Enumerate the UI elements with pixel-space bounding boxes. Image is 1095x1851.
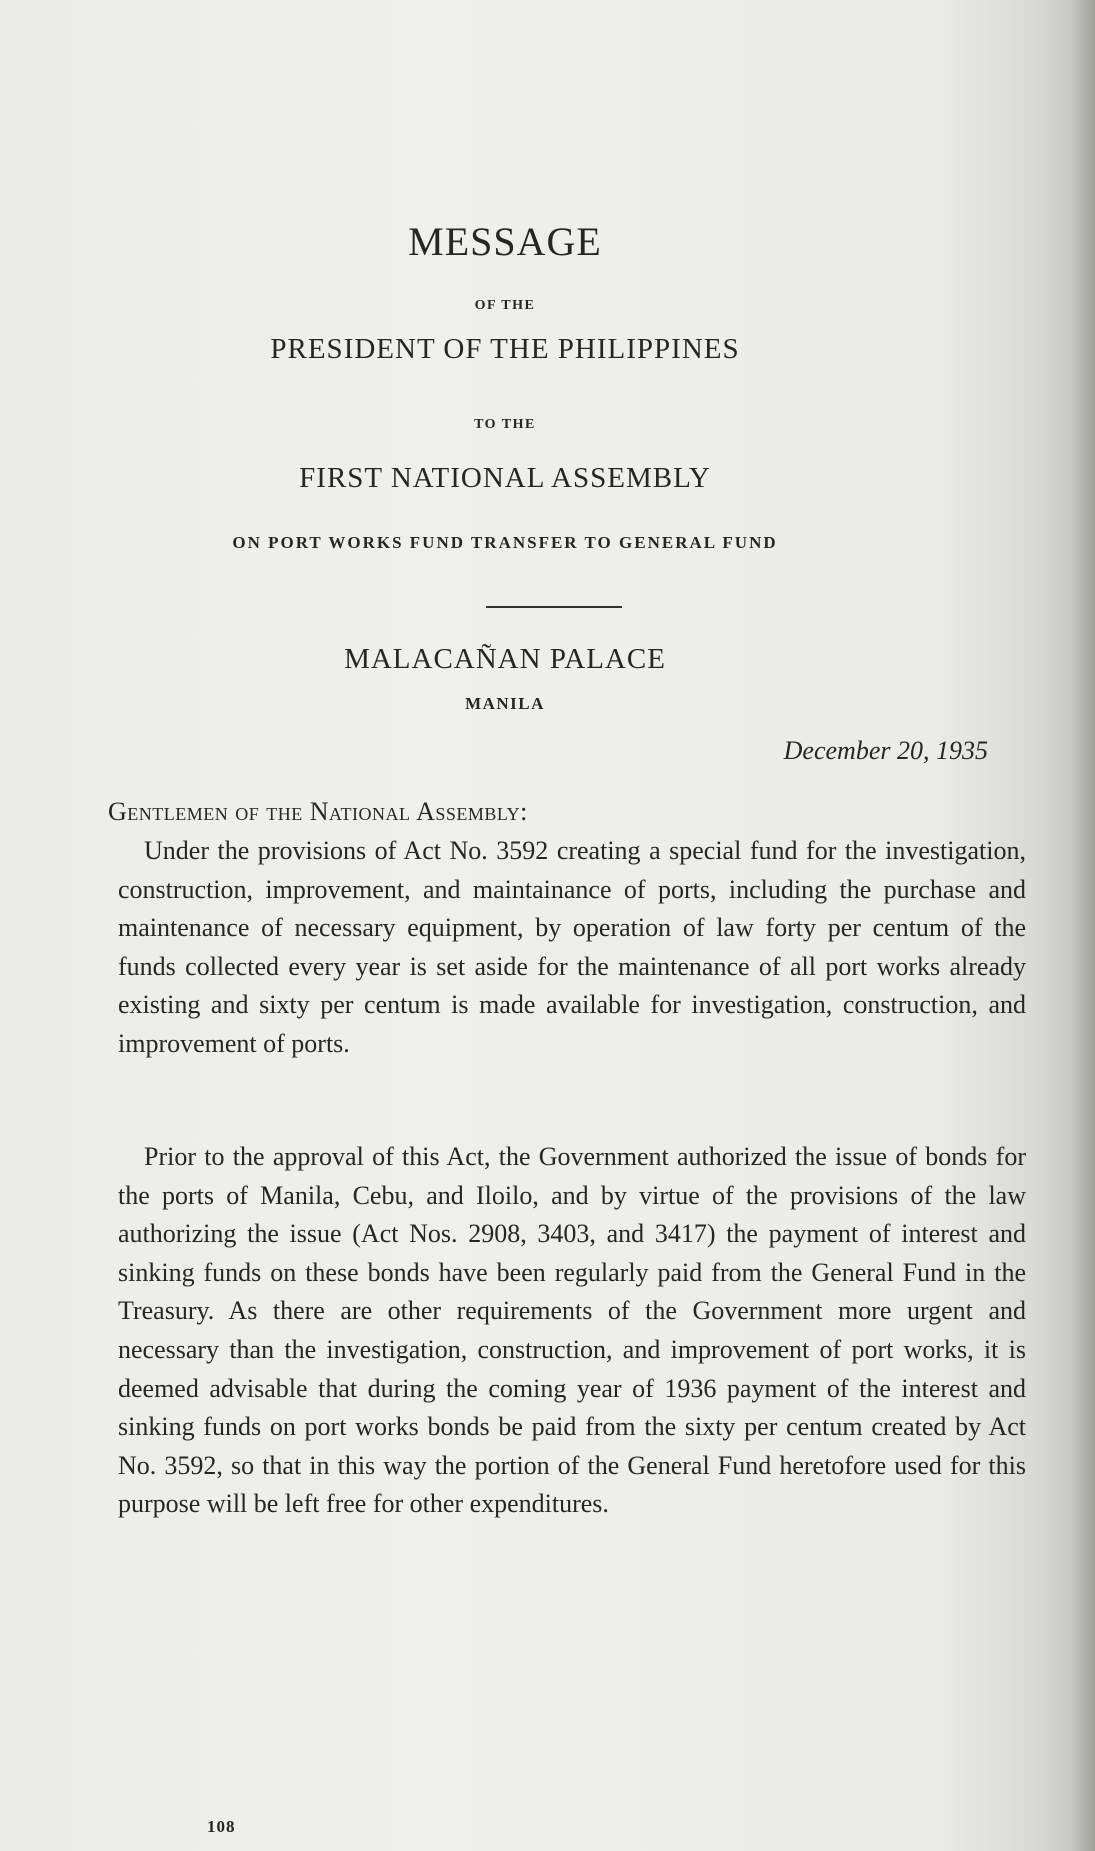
of-the-label: OF THE — [474, 298, 536, 313]
city-heading: MANILA — [465, 694, 545, 713]
page-edge-shadow — [1073, 0, 1095, 1851]
body-paragraph-2 — [118, 1138, 1026, 1524]
letter-date: December 20, 1935 — [783, 736, 988, 765]
to-the-label: TO THE — [474, 417, 536, 432]
document-title: MESSAGE — [408, 219, 602, 264]
place-heading: MALACAÑAN PALACE — [344, 643, 666, 675]
paragraph-text: Prior to the approval of this Act, the Government authorized the issue of bonds for the ports of Manila, Cebu, and Iloilo, and by virtue of the provisions of the law authorizing the issue (Act Nos. 2908, 3403, and 3417) the payment of interest and sinking funds on these bonds have been regularly paid from the General Fund in the Treasury. As there are other requirements of the Government more urgent and necessary than the investigation, construction, and improvement of port works, it is deemed advisable that during the coming year of 1936 payment of the interest and sinking funds on port works bonds be paid from the sixty per centum created by Act No. 3592, so that in this way the portion of the General Fund heretofore used for this purpose will be left free for other expenditures. — [118, 1142, 1026, 1519]
salutation: Gentlemen of the National Assembly: — [108, 797, 528, 826]
section-divider — [486, 606, 622, 608]
page-number: 108 — [207, 1817, 236, 1836]
addressee-heading: FIRST NATIONAL ASSEMBLY — [299, 462, 711, 494]
body-paragraph-1 — [118, 832, 1026, 1064]
subject-heading: ON PORT WORKS FUND TRANSFER TO GENERAL FUND — [232, 533, 778, 552]
paragraph-text: Under the provisions of Act No. 3592 creating a special fund for the investigation, construction, improvement, and maintainance of ports, including the purchase and maintenance of necessary equipment, by operation of law forty per centum of the funds collected every year is set aside for the maintenance of all port works already existing and sixty per centum is made available for investigation, construction, and improvement of ports. — [118, 836, 1026, 1058]
addresser-heading: PRESIDENT OF THE PHILIPPINES — [270, 333, 740, 365]
